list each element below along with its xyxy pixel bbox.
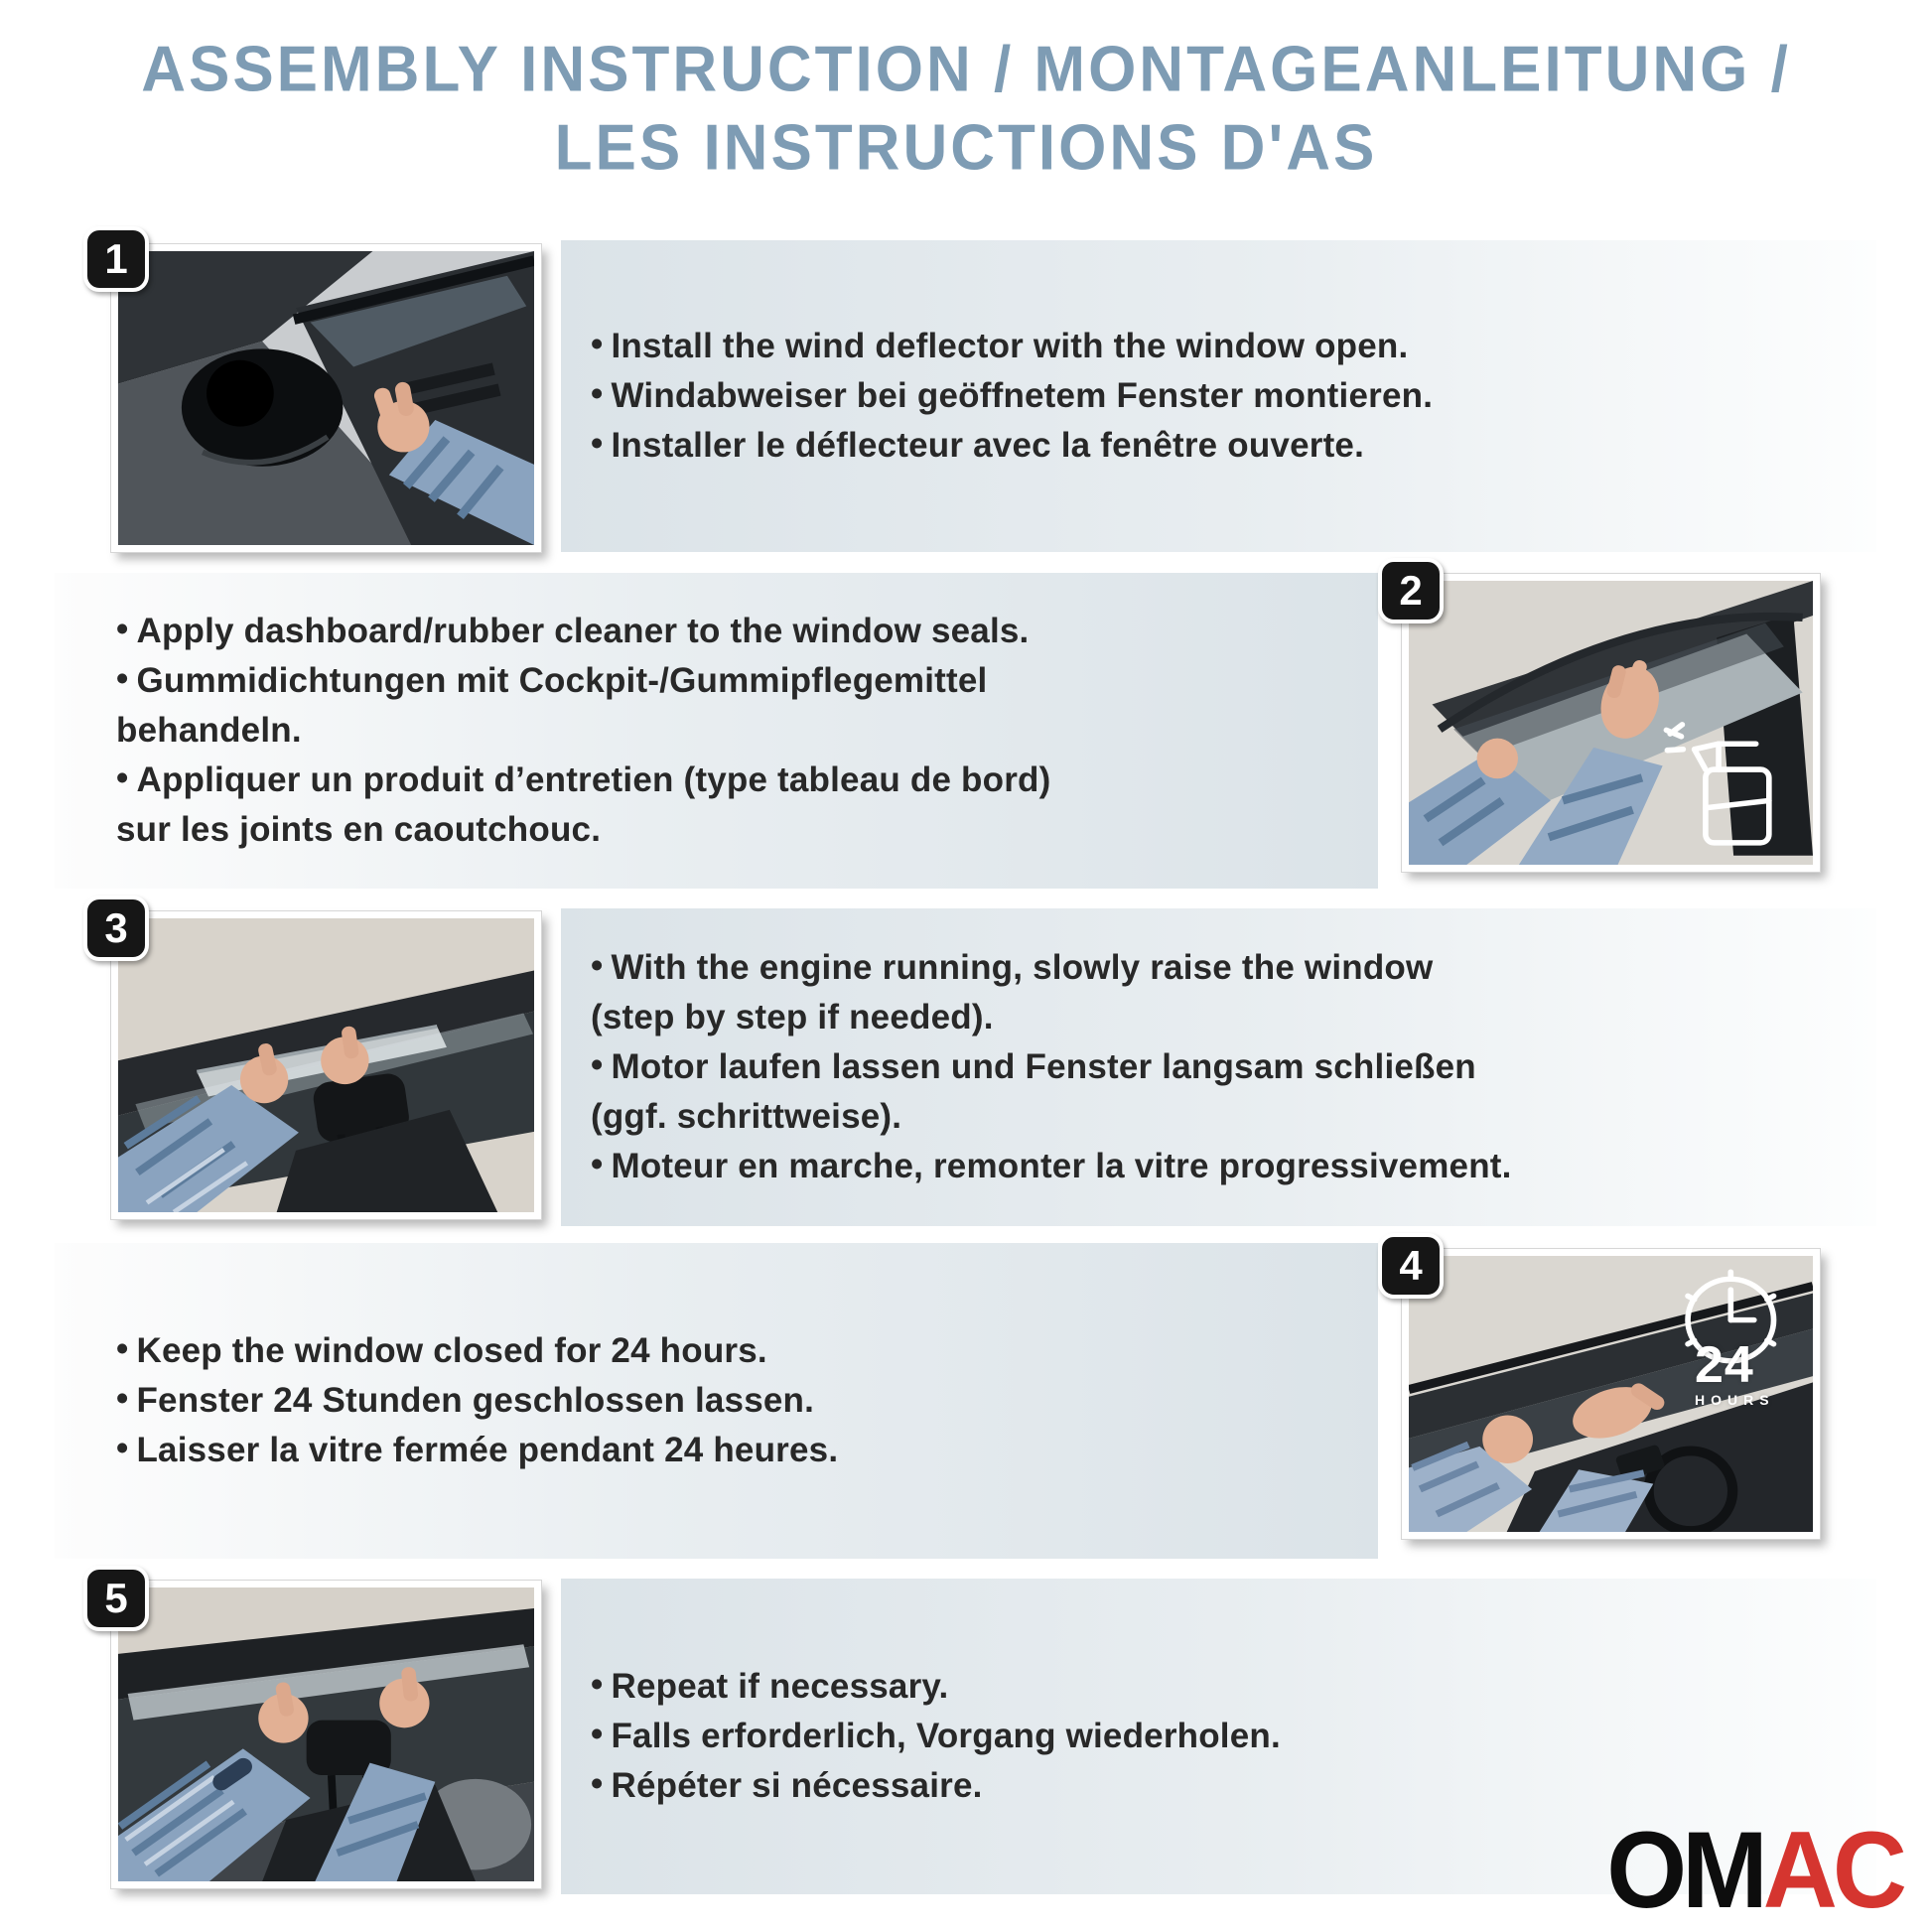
24-hours-icon — [1695, 1336, 1814, 1408]
bullet-icon: • — [591, 1665, 604, 1704]
bullet-icon: • — [116, 1429, 129, 1467]
step-4-bullet-en: • Keep the window closed for 24 hours. — [116, 1326, 1348, 1376]
bullet-icon: • — [591, 374, 604, 413]
step-3-bullet-fr: • Moteur en marche, remonter la vitre progressivement. — [591, 1142, 1837, 1191]
step-3-text-box — [561, 908, 1876, 1226]
step-4-badge — [1378, 1233, 1444, 1299]
step-1-bullet-de: • Windabweiser bei geöffnetem Fenster montieren. — [591, 371, 1837, 421]
step-5-badge — [83, 1566, 149, 1631]
bullet-icon: • — [116, 1329, 129, 1368]
step-5-photo — [111, 1581, 541, 1888]
step-4-bullet-de: • Fenster 24 Stunden geschlossen lassen. — [116, 1376, 1348, 1426]
page-title — [0, 31, 1932, 188]
car-front-window-illustration — [118, 251, 534, 545]
bullet-icon: • — [116, 759, 129, 797]
step-3-bullet-en-cont: (step by step if needed). — [591, 998, 994, 1036]
step-1-number: 1 — [104, 235, 128, 282]
rear-window-deflector-illustration — [118, 918, 534, 1212]
step-1-bullet-fr: • Installer le déflecteur avec la fenêtre ouverte. — [591, 421, 1837, 471]
omac-logo-red-part: AC — [1762, 1810, 1902, 1931]
step-3-bullet-en: • With the engine running, slowly raise the window — [591, 943, 1837, 993]
rear-window-pressing-illustration — [118, 1587, 534, 1881]
bullet-icon: • — [116, 1379, 129, 1418]
step-1-photo — [111, 244, 541, 552]
step-5-bullet-fr: • Répéter si nécessaire. — [591, 1761, 1837, 1811]
step-2-badge — [1378, 558, 1444, 623]
step-1-bullet-en: • Install the wind deflector with the window open. — [591, 322, 1837, 371]
omac-logo — [1606, 1810, 1902, 1931]
step-2-text-box — [55, 573, 1378, 889]
bullet-icon: • — [591, 1145, 604, 1183]
bullet-icon: • — [591, 1045, 604, 1084]
omac-logo-black-part: OM — [1606, 1810, 1763, 1931]
page-title-line-2: LES INSTRUCTIONS D'AS — [554, 112, 1378, 184]
bullet-icon: • — [591, 1764, 604, 1803]
step-4-text-box — [55, 1243, 1378, 1559]
step-4-number: 4 — [1399, 1242, 1423, 1289]
24-hours-number: 24 — [1695, 1336, 1754, 1394]
step-3-photo — [111, 911, 541, 1219]
bullet-icon: • — [591, 946, 604, 985]
step-2-number: 2 — [1399, 567, 1423, 614]
bullet-icon: • — [591, 424, 604, 463]
step-5-bullet-de: • Falls erforderlich, Vorgang wiederholen. — [591, 1712, 1837, 1761]
step-2-photo — [1402, 574, 1820, 872]
step-1-badge — [83, 226, 149, 292]
24-hours-label: HOURS — [1695, 1392, 1775, 1408]
step-4-photo — [1402, 1249, 1820, 1539]
bullet-icon: • — [116, 659, 129, 698]
step-2-bullet-fr-cont: sur les joints en caoutchouc. — [116, 810, 602, 849]
bullet-icon: • — [591, 1715, 604, 1753]
step-2-bullet-fr: • Appliquer un produit d’entretien (type tableau de bord) — [116, 756, 1348, 805]
bullet-icon: • — [116, 610, 129, 648]
bullet-icon: • — [591, 325, 604, 363]
step-4-bullet-fr: • Laisser la vitre fermée pendant 24 heures. — [116, 1426, 1348, 1475]
step-3-number: 3 — [104, 904, 128, 951]
step-3-bullet-de: • Motor laufen lassen und Fenster langsam schließen — [591, 1042, 1837, 1092]
step-3-badge — [83, 896, 149, 961]
window-seal-cleaning-illustration — [1409, 581, 1813, 865]
step-2-bullet-de: • Gummidichtungen mit Cockpit-/Gummipflegemittel — [116, 656, 1348, 706]
step-2-bullet-de-cont: behandeln. — [116, 711, 302, 750]
step-2-bullet-en: • Apply dashboard/rubber cleaner to the window seals. — [116, 607, 1348, 656]
step-5-number: 5 — [104, 1575, 128, 1621]
step-1-text-box — [561, 240, 1876, 552]
page-title-line-1: ASSEMBLY INSTRUCTION / MONTAGEANLEITUNG / — [141, 34, 1791, 105]
step-3-bullet-de-cont: (ggf. schrittweise). — [591, 1097, 902, 1136]
step-5-bullet-en: • Repeat if necessary. — [591, 1662, 1837, 1712]
